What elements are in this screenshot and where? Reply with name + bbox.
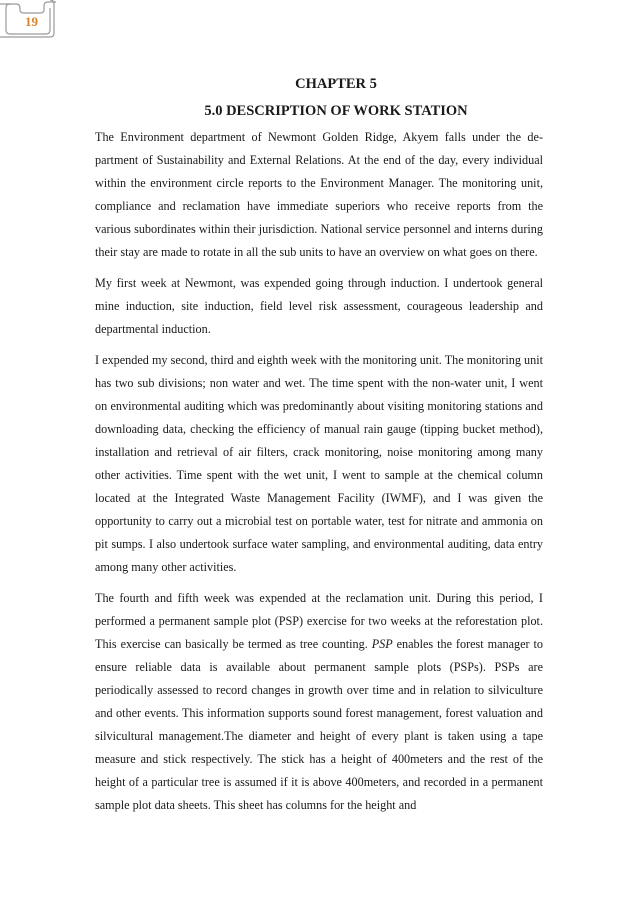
paragraph-monitoring-unit: I expended my second, third and eighth week with the monitoring unit. The monitoring unit has two sub divisions; non water and wet. The time spent with the non-water unit, I went on environmental auditing which was predominantly about visiting monitoring stations and downloading data, checking the efficiency of manual rain gauge (tipping bucket method), installation and retrieval of air filters, crack monitoring, noise monitoring among many other activities. Time spent with the wet unit, I went to sample at the chemical column located at the Integrated Waste Management Facility (IWMF), and I was given the opportunity to carry out a microbial test on portable water, test for nitrate and ammonia on pit sumps. I also undertook surface water sampling, and environmental auditing, data entry among many other activities. bbox=[95, 353, 543, 574]
body-text bbox=[95, 126, 543, 825]
page-number-tab bbox=[0, 0, 56, 42]
psp-italic-term: PSP bbox=[371, 637, 393, 651]
paragraph-text-segment: The fourth and fifth week was expended at the reclamation unit. During this period, I performed a permanent sample plot (PSP) exercise for two weeks at the reforestation plot. This exercise can basically be termed as tree counting. bbox=[95, 591, 543, 651]
paragraph-department-structure: The Environment department of Newmont Golden Ridge, Akyem falls under the department of Sustainability and External Relations. At the end of the day, every individual within the environment circle reports to the Environment Manager. The monitoring unit, compliance and reclamation have immediate superiors who receive reports from the various subordinates within their jurisdiction. National service personnel and interns during their stay are made to rotate in all the sub units to have an overview on what goes on there. bbox=[95, 130, 543, 259]
page-number: 19 bbox=[25, 14, 38, 29]
paragraph-induction-week: My first week at Newmont, was expended going through induction. I undertook general mine induction, site induction, field level risk assessment, courageous leadership and departmental induction. bbox=[95, 276, 543, 336]
paragraph-reclamation-unit bbox=[95, 587, 543, 817]
chapter-label: CHAPTER 5 bbox=[295, 76, 377, 92]
section-title: 5.0 DESCRIPTION OF WORK STATION bbox=[204, 103, 468, 119]
paragraph-text-segment: enables the forest manager to ensure reliable data is available about permanent sample plots (PSPs). PSPs are periodically assessed to record changes in growth over time and in relation to silviculture and other events. This information supports sound forest management, forest valuation and silvicultural management.The diameter and height of every plant is taken using a tape measure and stick respectively. The stick has a height of 400meters and the rest of the height of a particular tree is assumed if it is above 400meters, and recorded in a permanent sample plot data sheets. This sheet has columns for the height and bbox=[95, 637, 543, 812]
